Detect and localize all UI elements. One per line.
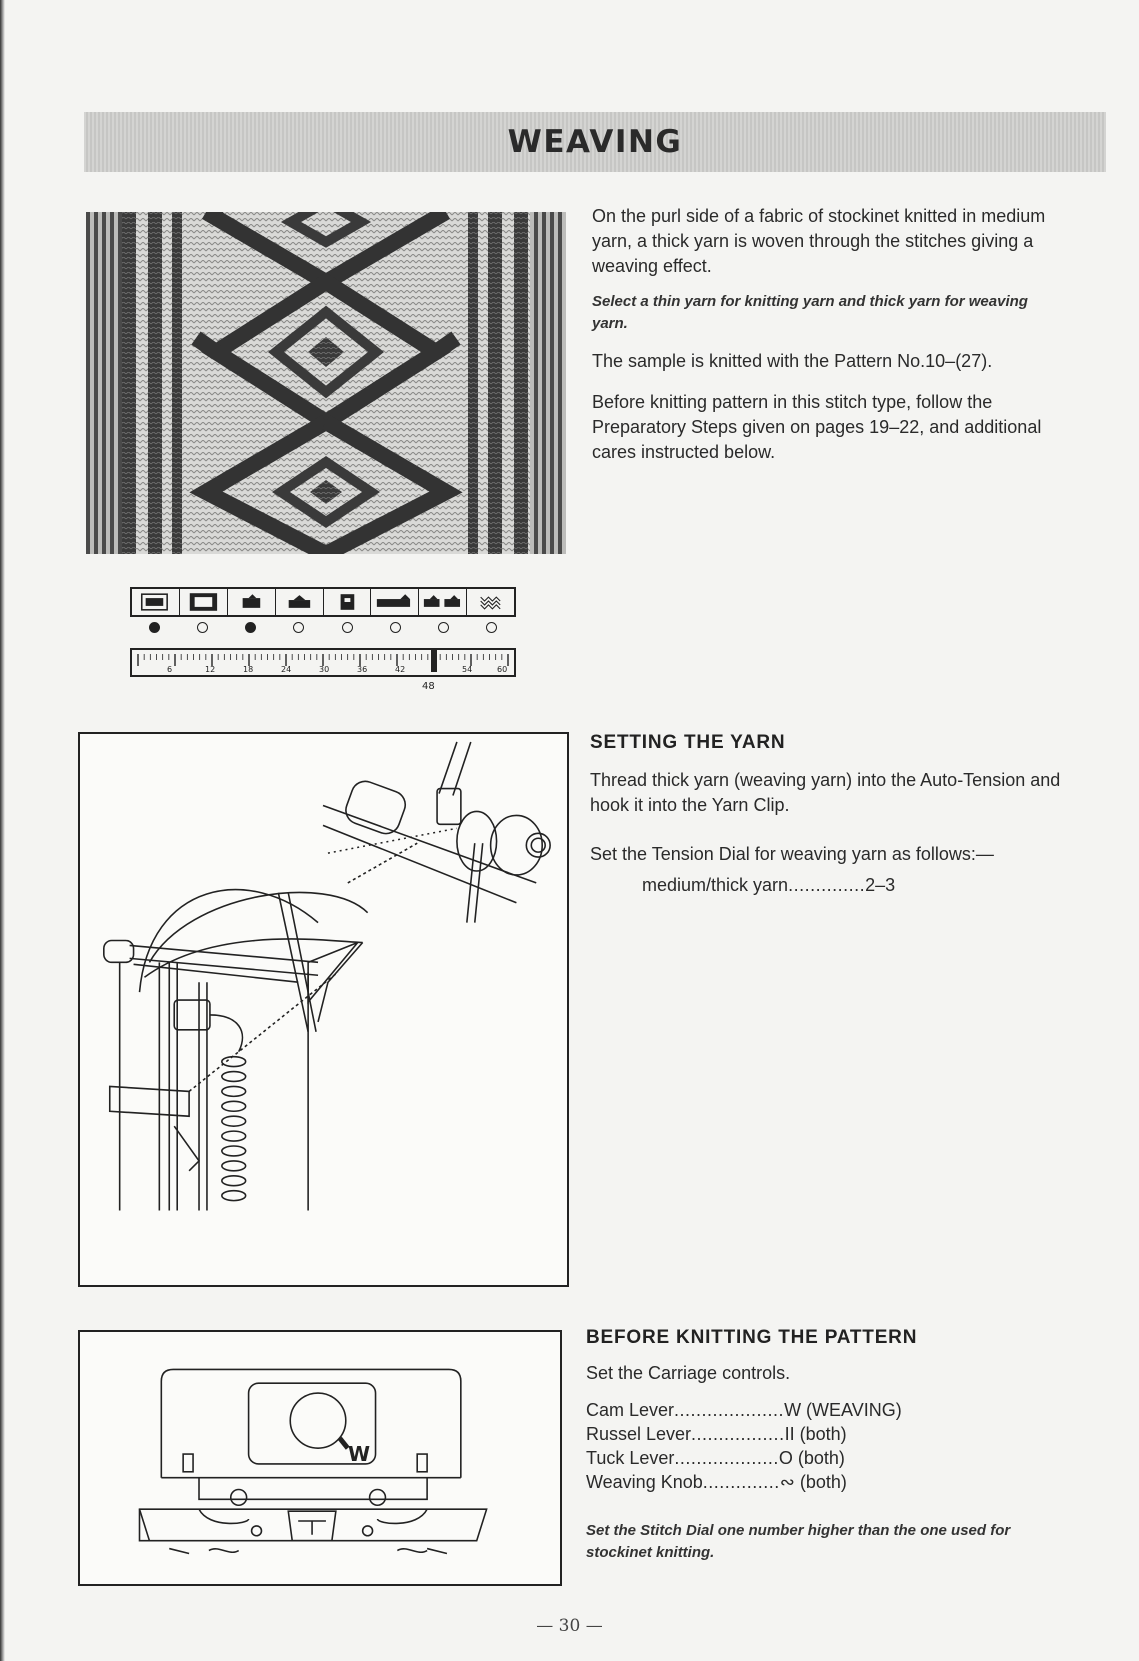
page-title: WEAVING — [507, 124, 683, 160]
stitch-symbol-row — [130, 587, 516, 617]
before-knitting-heading: BEFORE KNITTING THE PATTERN — [586, 1327, 918, 1348]
carriage-setting-value: O (both) — [778, 1448, 845, 1468]
yarn-note: Select a thin yarn for knitting yarn and thick yarn for weaving yarn. — [592, 293, 1028, 332]
stitch-symbol-cell — [276, 589, 324, 615]
stitch-symbol-cell — [132, 589, 180, 615]
before-knitting-section — [586, 1327, 1076, 1564]
setting-yarn-text: Thread thick yarn (weaving yarn) into the Auto-Tension and hook it into the Yarn Clip. — [590, 770, 1061, 815]
ruler-marker-value: 48 — [422, 681, 435, 692]
tension-setting-label: medium/thick yarn — [642, 875, 789, 895]
weaving-sample-photo — [86, 212, 566, 554]
stitch-dial-note: Set the Stitch Dial one number higher than the one used for stockinet knitting. — [586, 1522, 1011, 1561]
carriage-controls-intro: Set the Carriage controls. — [586, 1363, 791, 1383]
ruler-label: 6 — [167, 665, 173, 674]
selection-dot — [342, 622, 353, 633]
carriage-setting-label: Russel Lever — [586, 1424, 692, 1444]
carriage-setting-value: ∾ (both) — [779, 1472, 847, 1492]
stitch-symbol-cell — [371, 589, 419, 615]
setting-yarn-section — [590, 732, 1070, 898]
ruler-label: 24 — [281, 665, 292, 674]
ruler-label: 60 — [497, 665, 508, 674]
carriage-setting-label: Cam Lever — [586, 1400, 675, 1420]
tension-setting-value: 2–3 — [865, 875, 896, 895]
stitch-symbol-cell — [467, 589, 514, 615]
carriage-setting-row: Weaving Knob..............∾ (both) — [586, 1472, 847, 1492]
tension-dial-text: Set the Tension Dial for weaving yarn as follows:— — [590, 844, 994, 864]
intro-text — [592, 204, 1062, 465]
selection-dot — [293, 622, 304, 633]
sample-pattern-text: The sample is knitted with the Pattern No.10–(27). — [592, 351, 993, 371]
ruler-label: 30 — [319, 665, 330, 674]
selection-dot — [438, 622, 449, 633]
stitch-selection-dots — [130, 618, 516, 636]
pattern-ruler — [130, 648, 516, 677]
selection-dot — [245, 622, 256, 633]
carriage-setting-row: Tuck Lever...................O (both) — [586, 1448, 845, 1468]
stitch-symbol-cell — [324, 589, 372, 615]
carriage-setting-row: Russel Lever.................II (both) — [586, 1424, 847, 1444]
carriage-controls-illustration — [78, 1330, 562, 1586]
ruler-label: 54 — [462, 665, 473, 674]
selection-dot — [390, 622, 401, 633]
carriage-setting-value: II (both) — [784, 1424, 847, 1444]
carriage-setting-value: W (WEAVING) — [784, 1400, 902, 1420]
intro-paragraph: On the purl side of a fabric of stockinet knitted in medium yarn, a thick yarn is woven through the stitches giving a weaving effect. — [592, 206, 1046, 276]
carriage-setting-row: Cam Lever....................W (WEAVING) — [586, 1400, 902, 1420]
preparatory-steps-text: Before knitting pattern in this stitch type, follow the Preparatory Steps given on pages 19–22, and additional cares instructed below. — [592, 392, 1042, 462]
selection-dot — [486, 622, 497, 633]
ruler-label: 12 — [205, 665, 216, 674]
page-edge-shadow — [0, 0, 5, 1661]
selection-dot — [149, 622, 160, 633]
selection-dot — [197, 622, 208, 633]
setting-yarn-heading: SETTING THE YARN — [590, 732, 786, 753]
yarn-setting-illustration — [78, 732, 569, 1287]
page-number: — 30 — — [536, 1616, 603, 1636]
tension-setting-row: medium/thick yarn..............2–3 — [642, 875, 896, 895]
ruler-label: 36 — [357, 665, 368, 674]
carriage-settings-list — [586, 1398, 1076, 1494]
stitch-symbol-cell — [419, 589, 467, 615]
ruler-marker — [431, 650, 437, 672]
cam-letter: W — [348, 1442, 371, 1466]
stitch-symbol-cell — [180, 589, 228, 615]
ruler-label: 42 — [395, 665, 406, 674]
carriage-setting-label: Tuck Lever — [586, 1448, 675, 1468]
stitch-symbol-cell — [228, 589, 276, 615]
ruler-label: 18 — [243, 665, 254, 674]
title-banner — [84, 112, 1106, 172]
carriage-setting-label: Weaving Knob — [586, 1472, 703, 1492]
